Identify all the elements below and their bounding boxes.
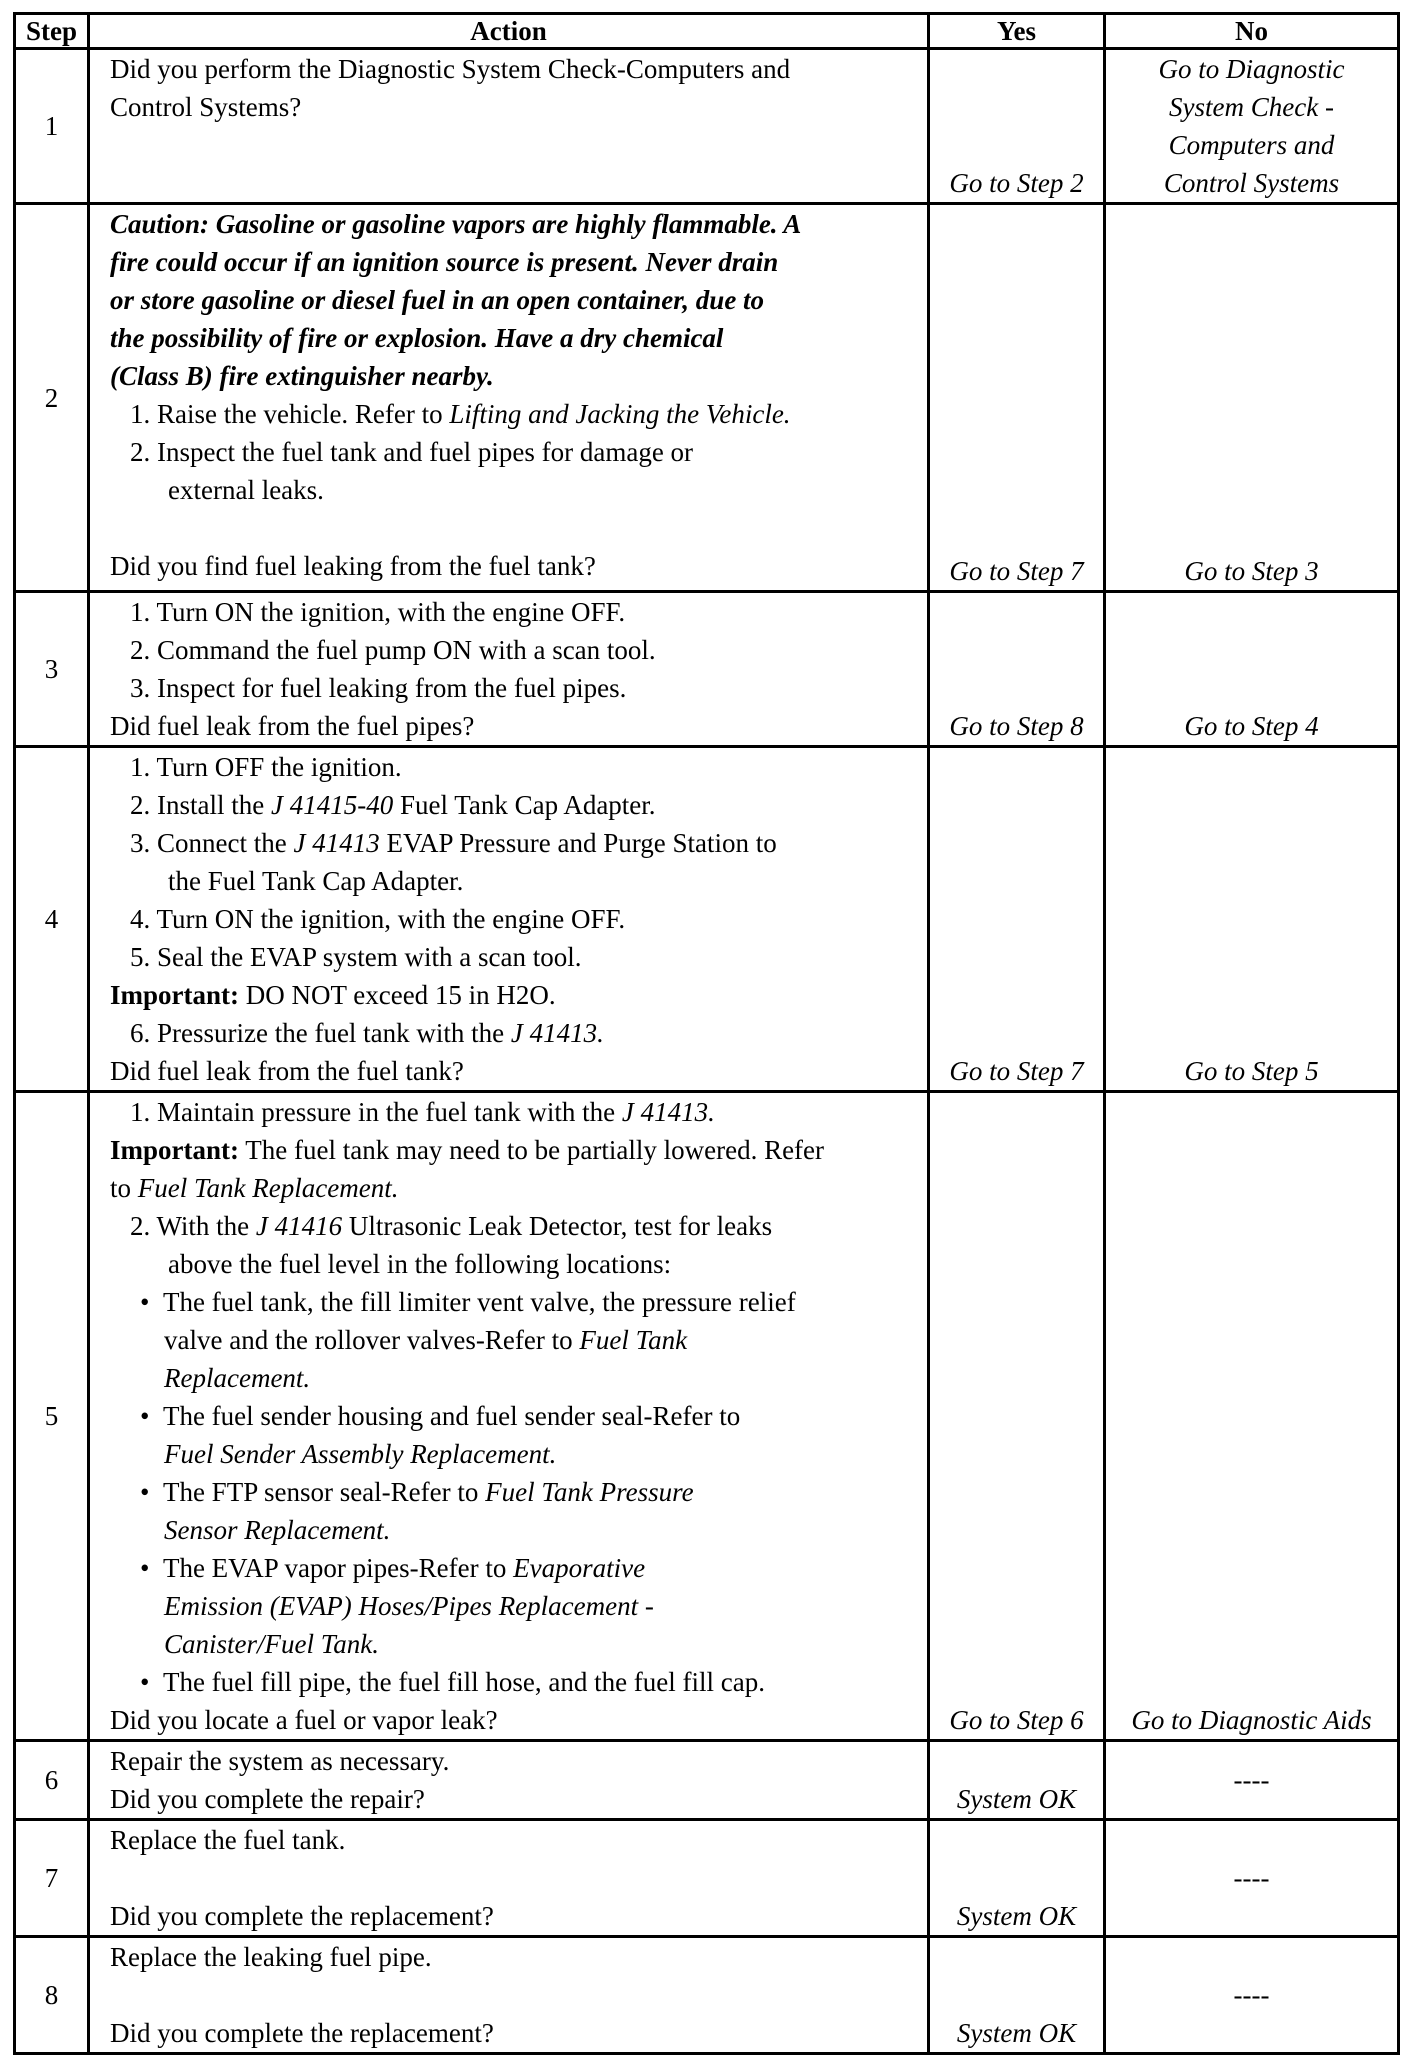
- step-item: 3. Inspect for fuel leaking from the fuel pipes.: [130, 673, 627, 703]
- reference-link[interactable]: Replacement.: [164, 1363, 311, 1393]
- important-note-cont: [110, 1169, 917, 1207]
- table-row: [15, 1092, 1399, 1741]
- step-item: [110, 1093, 917, 1131]
- yes-result: Go to Step 6: [929, 1092, 1105, 1741]
- step-number: 4: [15, 747, 89, 1092]
- bullet-text: The EVAP vapor pipes-Refer to: [162, 1553, 514, 1583]
- header-step: Step: [15, 14, 89, 49]
- caution-text: (Class B) fire extinguisher nearby.: [110, 361, 494, 391]
- yes-result: Go to Step 7: [929, 204, 1105, 592]
- step-item: [110, 395, 917, 433]
- step-item-text: 1. Raise the vehicle. Refer to: [130, 399, 450, 429]
- no-result: Go to Step 3: [1105, 204, 1399, 592]
- bullet-icon: •: [140, 1287, 150, 1317]
- diagnostic-table: [13, 12, 1400, 2055]
- step-item-text: Fuel Tank Cap Adapter.: [393, 790, 656, 820]
- step-item: 2. Inspect the fuel tank and fuel pipes for damage or: [130, 437, 694, 467]
- reference-link[interactable]: Fuel Tank Replacement.: [137, 1173, 399, 1203]
- action-text: Did you perform the Diagnostic System Check-Computers and: [110, 54, 791, 84]
- yes-result: System OK: [929, 1937, 1105, 2054]
- step-number: 8: [15, 1937, 89, 2054]
- step-item-text: Ultrasonic Leak Detector, test for leaks: [342, 1211, 773, 1241]
- step-item-text: 2. Install the: [130, 790, 271, 820]
- no-result: Go to Step 5: [1105, 747, 1399, 1092]
- bullet-text: The fuel sender housing and fuel sender seal-Refer to: [162, 1401, 741, 1431]
- table-row: [15, 204, 1399, 592]
- header-yes: Yes: [929, 14, 1105, 49]
- action-cell: [89, 204, 929, 592]
- step-number: 7: [15, 1820, 89, 1937]
- bullet-item: [110, 1473, 917, 1511]
- bullet-text: The FTP sensor seal-Refer to: [162, 1477, 486, 1507]
- question-text: Did you find fuel leaking from the fuel tank?: [110, 551, 596, 581]
- header-action: Action: [89, 14, 929, 49]
- step-item: 1. Turn OFF the ignition.: [130, 752, 402, 782]
- no-result: ----: [1105, 1937, 1399, 2054]
- question-text: Did you complete the replacement?: [110, 2018, 494, 2048]
- no-result-line: Computers and: [1168, 130, 1335, 160]
- bullet-item: [110, 1397, 917, 1435]
- reference-link[interactable]: Sensor Replacement.: [164, 1515, 391, 1545]
- step-item-text: 3. Connect the: [130, 828, 294, 858]
- important-note: [110, 1131, 917, 1169]
- question-text: Did fuel leak from the fuel tank?: [110, 1056, 464, 1086]
- bullet-item: [110, 1283, 917, 1321]
- important-note: [110, 976, 917, 1014]
- no-result-line: Go to Diagnostic: [1158, 54, 1345, 84]
- step-item: 1. Turn ON the ignition, with the engine OFF.: [130, 597, 626, 627]
- step-item: 5. Seal the EVAP system with a scan tool.: [130, 942, 582, 972]
- action-text: Replace the fuel tank.: [110, 1825, 346, 1855]
- step-item-text: 6. Pressurize the fuel tank with the: [130, 1018, 511, 1048]
- table-row: [15, 1820, 1399, 1937]
- step-item: 4. Turn ON the ignition, with the engine OFF.: [130, 904, 626, 934]
- no-result: ----: [1105, 1820, 1399, 1937]
- action-text: Replace the leaking fuel pipe.: [110, 1942, 432, 1972]
- table-row: [15, 1937, 1399, 2054]
- question-text: Did you complete the replacement?: [110, 1901, 494, 1931]
- reference-link[interactable]: Canister/Fuel Tank.: [164, 1629, 380, 1659]
- caution-text: or store gasoline or diesel fuel in an open container, due to: [110, 285, 765, 315]
- table-row: [15, 49, 1399, 204]
- bullet-icon: •: [140, 1553, 150, 1583]
- step-number: 2: [15, 204, 89, 592]
- action-cell: [89, 1937, 929, 2054]
- step-item: [110, 824, 917, 862]
- tool-reference: J 41413: [293, 828, 380, 858]
- important-label: Important:: [110, 1135, 239, 1165]
- question-text: Did you locate a fuel or vapor leak?: [110, 1705, 498, 1735]
- important-text: to: [110, 1173, 138, 1203]
- important-label: Important:: [110, 980, 239, 1010]
- bullet-item-cont: [110, 1321, 917, 1359]
- question-text: Did you complete the repair?: [110, 1784, 425, 1814]
- reference-link[interactable]: Evaporative: [513, 1553, 646, 1583]
- step-number: 6: [15, 1741, 89, 1820]
- step-item-text: 2. With the: [130, 1211, 256, 1241]
- no-result: Go to Diagnostic Aids: [1105, 1092, 1399, 1741]
- step-item: [110, 786, 917, 824]
- step-number: 5: [15, 1092, 89, 1741]
- reference-link[interactable]: Lifting and Jacking the Vehicle.: [449, 399, 791, 429]
- table-row: [15, 592, 1399, 747]
- yes-result: Go to Step 2: [929, 49, 1105, 204]
- caution-text: Caution: Gasoline or gasoline vapors are highly flammable. A: [110, 209, 802, 239]
- step-item: [110, 1207, 917, 1245]
- header-no: No: [1105, 14, 1399, 49]
- bullet-text: The fuel fill pipe, the fuel fill hose, and the fuel fill cap.: [162, 1667, 765, 1697]
- caution-text: the possibility of fire or explosion. Have a dry chemical: [110, 323, 724, 353]
- table-row: [15, 1741, 1399, 1820]
- tool-reference: J 41413.: [510, 1018, 604, 1048]
- step-item-text: EVAP Pressure and Purge Station to: [379, 828, 777, 858]
- step-item-cont: above the fuel level in the following locations:: [168, 1249, 672, 1279]
- action-cell: [89, 592, 929, 747]
- tool-reference: J 41416: [255, 1211, 343, 1241]
- step-item: 2. Command the fuel pump ON with a scan tool.: [130, 635, 656, 665]
- bullet-icon: •: [140, 1667, 150, 1697]
- caution-text: fire could occur if an ignition source is present. Never drain: [110, 247, 779, 277]
- step-number: 1: [15, 49, 89, 204]
- yes-result: System OK: [929, 1820, 1105, 1937]
- tool-reference: J 41415-40: [270, 790, 394, 820]
- no-result-line: Control Systems: [1163, 168, 1340, 198]
- yes-result: Go to Step 7: [929, 747, 1105, 1092]
- important-text: DO NOT exceed 15 in H2O.: [239, 980, 556, 1010]
- step-item-text: 1. Maintain pressure in the fuel tank with the: [130, 1097, 622, 1127]
- yes-result: Go to Step 8: [929, 592, 1105, 747]
- action-text: Control Systems?: [110, 92, 302, 122]
- table-row: [15, 747, 1399, 1092]
- reference-link[interactable]: Fuel Tank Pressure: [485, 1477, 694, 1507]
- tool-reference: J 41413.: [621, 1097, 715, 1127]
- bullet-text: valve and the rollover valves-Refer to: [164, 1325, 580, 1355]
- important-text: The fuel tank may need to be partially lowered. Refer: [239, 1135, 825, 1165]
- question-text: Did fuel leak from the fuel pipes?: [110, 711, 475, 741]
- step-item-cont: external leaks.: [168, 475, 324, 505]
- no-result-line: System Check -: [1169, 92, 1334, 122]
- step-number: 3: [15, 592, 89, 747]
- step-item: [110, 1014, 917, 1052]
- action-cell: [89, 747, 929, 1092]
- action-text: Repair the system as necessary.: [110, 1746, 450, 1776]
- reference-link[interactable]: Fuel Tank: [579, 1325, 688, 1355]
- action-cell: [89, 1092, 929, 1741]
- header-row: [15, 14, 1399, 49]
- bullet-item: [110, 1663, 917, 1701]
- no-result: ----: [1105, 1741, 1399, 1820]
- action-cell: [89, 1741, 929, 1820]
- no-result: [1105, 49, 1399, 204]
- reference-link[interactable]: Fuel Sender Assembly Replacement.: [164, 1439, 557, 1469]
- action-cell: [89, 49, 929, 204]
- bullet-icon: •: [140, 1477, 150, 1507]
- action-cell: [89, 1820, 929, 1937]
- yes-result: System OK: [929, 1741, 1105, 1820]
- step-item-cont: the Fuel Tank Cap Adapter.: [168, 866, 464, 896]
- bullet-text: The fuel tank, the fill limiter vent valve, the pressure relief: [162, 1287, 796, 1317]
- bullet-icon: •: [140, 1401, 150, 1431]
- no-result: Go to Step 4: [1105, 592, 1399, 747]
- bullet-item: [110, 1549, 917, 1587]
- reference-link[interactable]: Emission (EVAP) Hoses/Pipes Replacement -: [164, 1591, 654, 1621]
